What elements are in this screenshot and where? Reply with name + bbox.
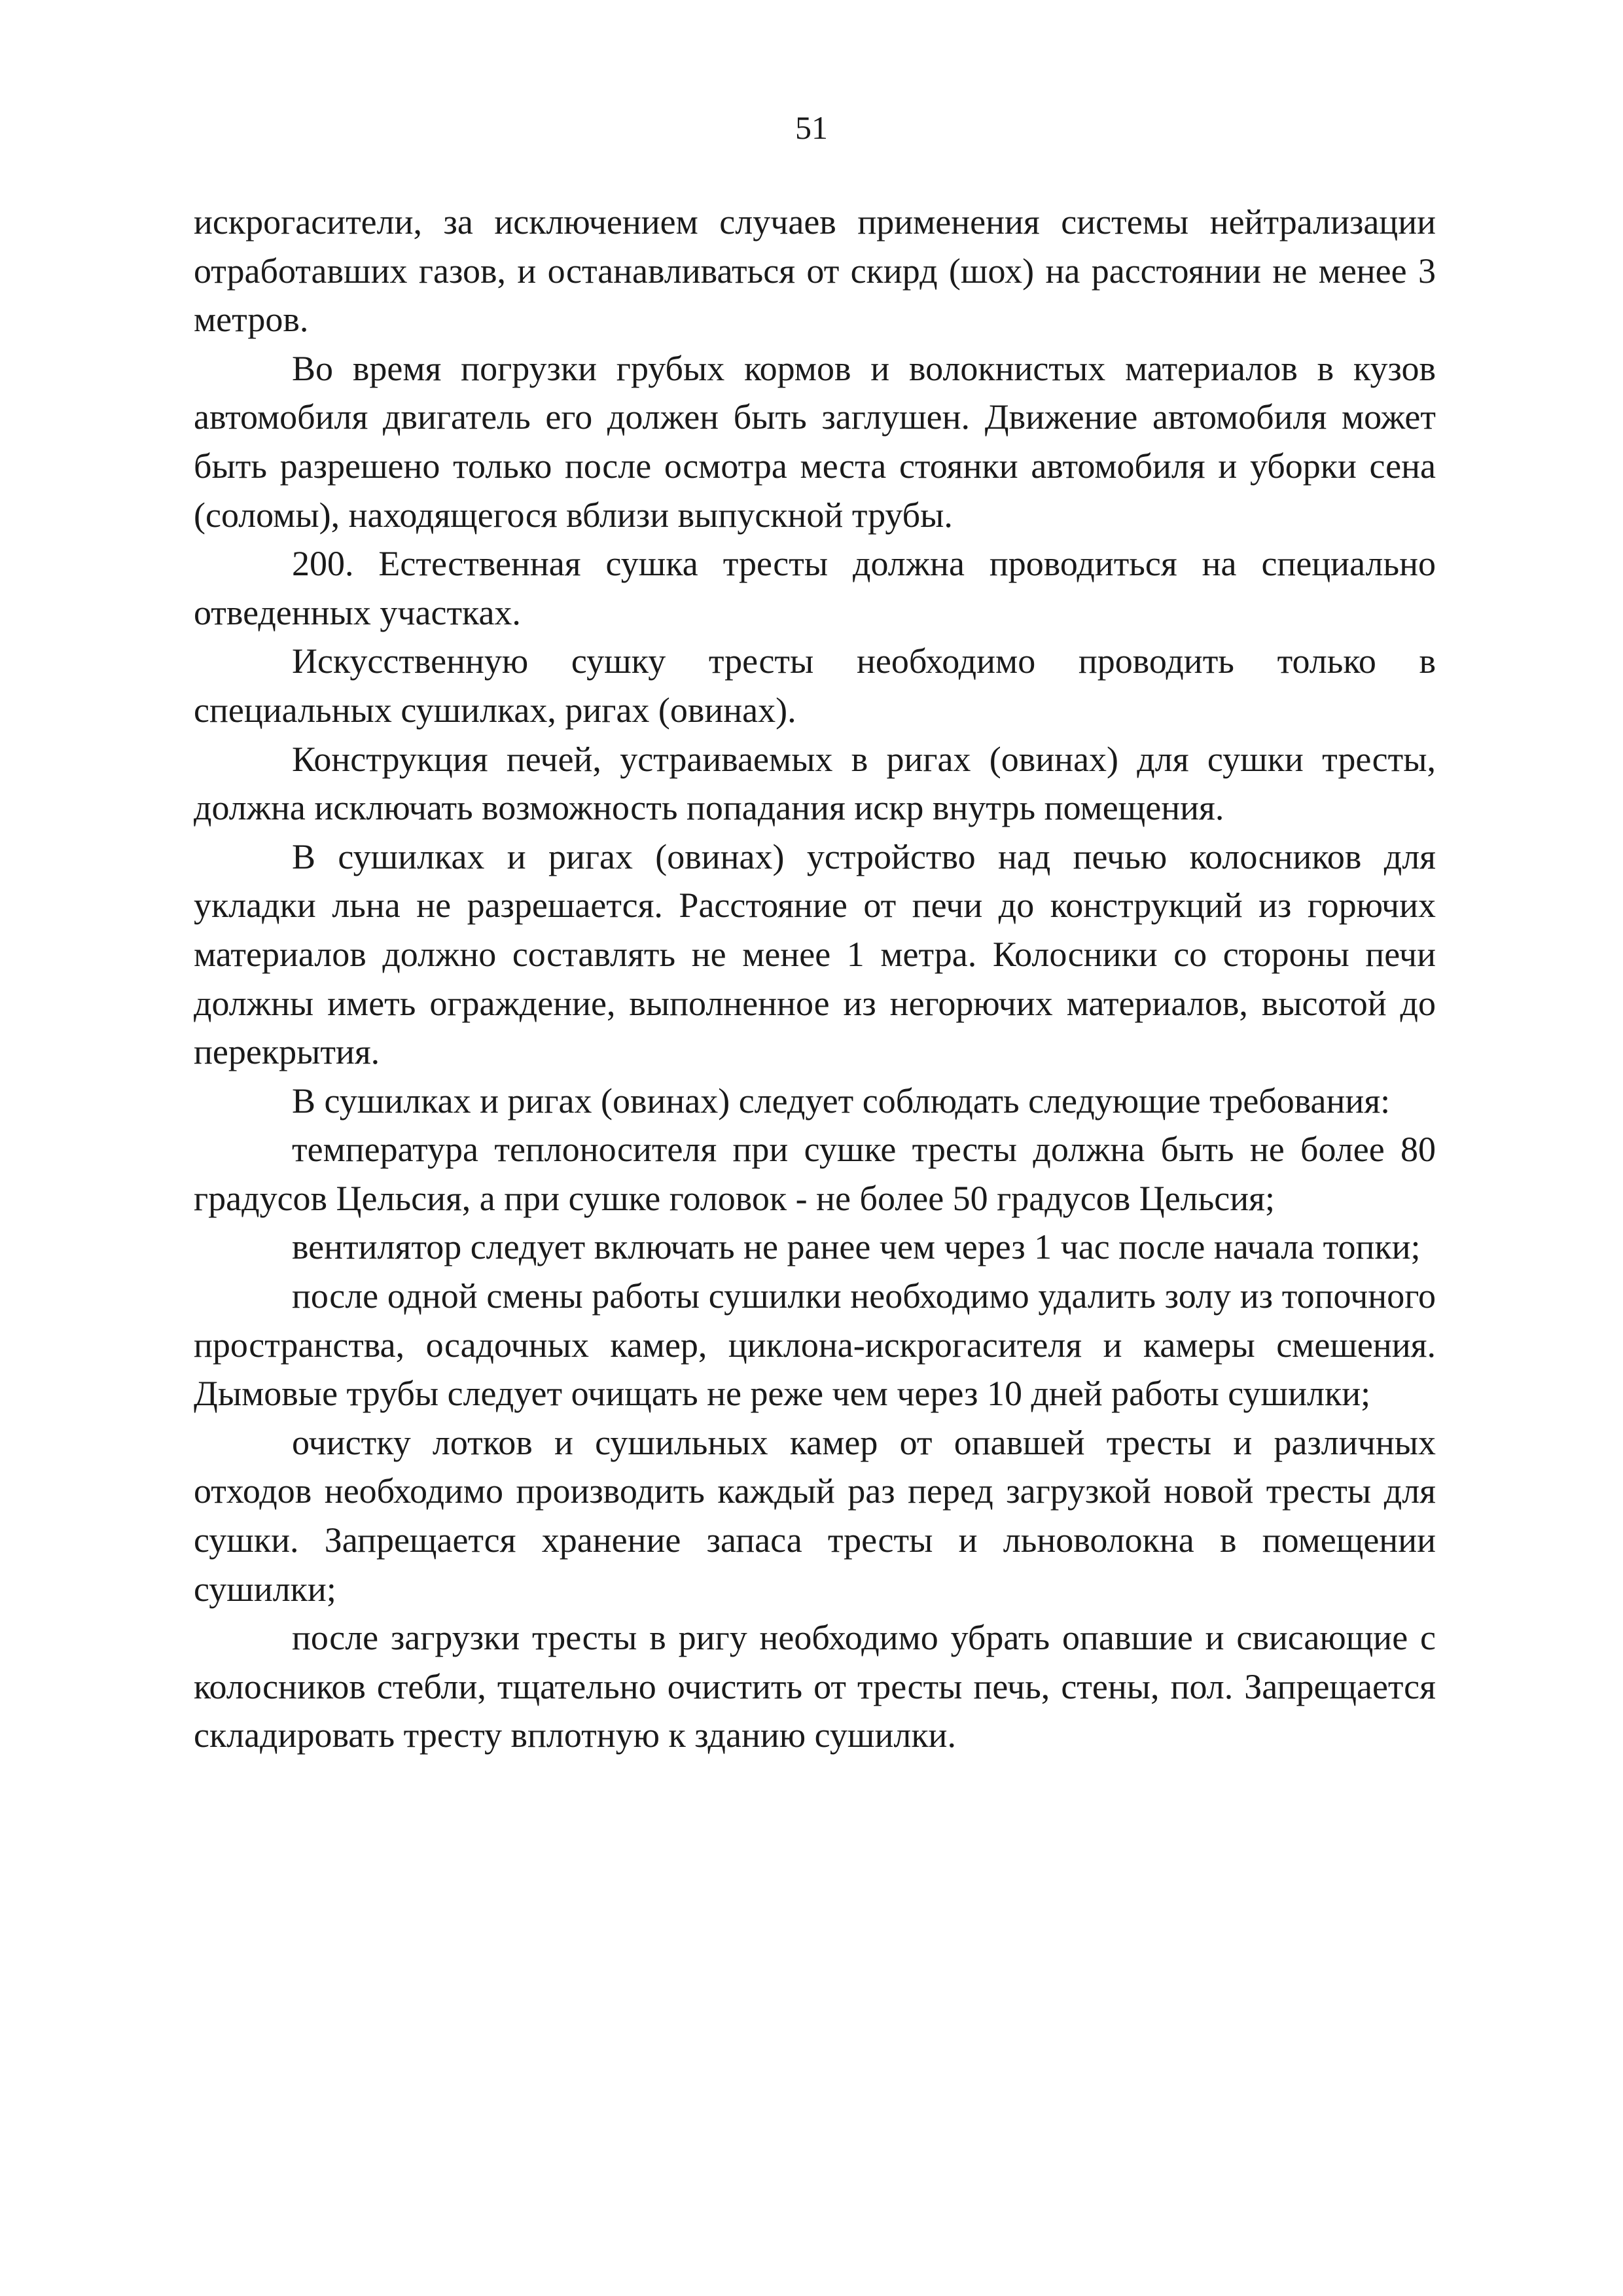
- document-body: [194, 198, 1436, 1760]
- paragraph: Конструкция печей, устраиваемых в ригах (овинах) для сушки тресты, должна исключать возможность попадания искр внутрь помещения.: [194, 739, 1436, 828]
- requirement-item: температура теплоносителя при сушке тресты должна быть не более 80 градусов Цельсия, а при сушке головок - не более 50 градусов Цельсия;: [194, 1130, 1436, 1218]
- requirement-item: после одной смены работы сушилки необходимо удалить золу из топочного пространства, осадочных камер, циклона-искрогасителя и камеры смешения. Дымовые трубы следует очищать не реже чем через 10 дней работы сушилки;: [194, 1276, 1436, 1414]
- paragraph: В сушилках и ригах (овинах) устройство над печью колосников для укладки льна не разрешается. Расстояние от печи до конструкций из горючих материалов должно составлять не менее 1 метра. Колосники со стороны печи должны иметь ограждение, выполненное из негорючих материалов, высотой до перекрытия.: [194, 836, 1436, 1072]
- requirement-item: вентилятор следует включать не ранее чем через 1 час после начала топки;: [292, 1227, 1421, 1267]
- requirement-item: очистку лотков и сушильных камер от опавшей тресты и различных отходов необходимо производить каждый раз перед загрузкой новой тресты для сушки. Запрещается хранение запаса тресты и льноволокна в помещении сушилки;: [194, 1422, 1436, 1609]
- paragraph: Искусственную сушку тресты необходимо проводить только в специальных сушилках, ригах (овинах).: [194, 641, 1436, 730]
- paragraph: Во время погрузки грубых кормов и волокнистых материалов в кузов автомобиля двигатель его должен быть заглушен. Движение автомобиля может быть разрешено только после осмотра места стоянки автомобиля и уборки сена (соломы), находящегося вблизи выпускной трубы.: [194, 348, 1436, 535]
- paragraph: В сушилках и ригах (овинах) следует соблюдать следующие требования:: [292, 1081, 1391, 1121]
- paragraph-continuation: искрогасители, за исключением случаев применения системы нейтрализации отработавших газов, и останавливаться от скирд (шох) на расстоянии не менее 3 метров.: [194, 202, 1436, 340]
- requirement-item: после загрузки тресты в ригу необходимо убрать опавшие и свисающие с колосников стебли, тщательно очистить от тресты печь, стены, пол. Запрещается складировать тресту вплотную к зданию сушилки.: [194, 1618, 1436, 1755]
- paragraph-item-200: 200. Естественная сушка тресты должна проводиться на специально отведенных участках.: [194, 544, 1436, 632]
- page-number: 51: [795, 109, 828, 146]
